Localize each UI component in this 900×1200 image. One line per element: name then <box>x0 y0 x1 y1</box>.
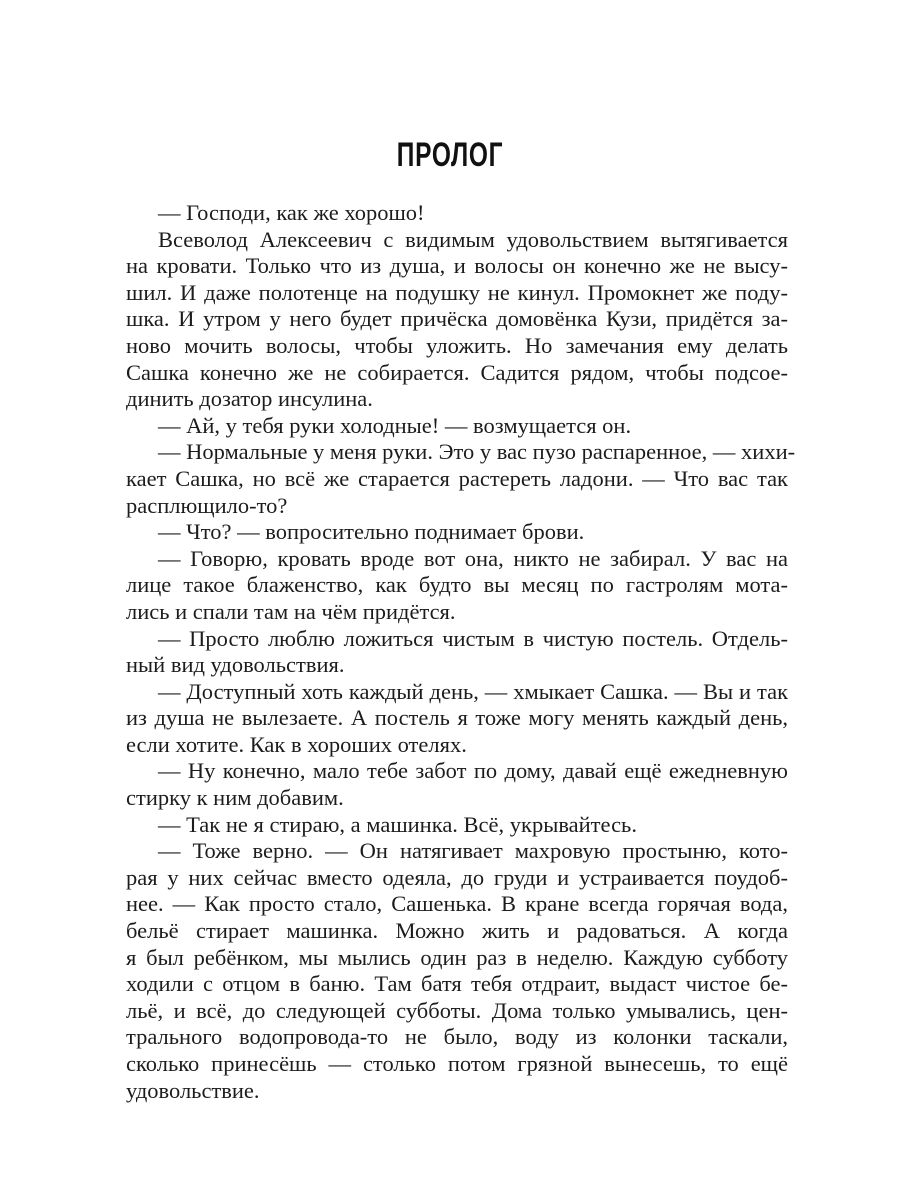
text-line: — Нормальные у меня руки. Это у вас пузо распаренное, — хихи- <box>158 439 796 465</box>
text-line: — Тоже верно. — Он натягивает махровую простыню, кото- <box>158 838 788 864</box>
chapter-title: ПРОЛОГ <box>396 136 504 174</box>
text-line: кает Сашка, но всё же старается растереть ладони. — Что вас так <box>126 465 788 491</box>
text-line: — Просто люблю ложиться чистым в чистую постель. Отдель- <box>158 625 788 651</box>
text-line: — Господи, как же хорошо! <box>158 200 425 225</box>
text-line: рая у них сейчас вместо одеяла, до груди и устраивается поудоб- <box>126 864 788 890</box>
text-line: шил. И даже полотенце на подушку не кинул. Промокнет же поду- <box>126 279 788 305</box>
text-line: ный вид удовольствия. <box>126 652 345 678</box>
text-line: нее. — Как просто стало, Сашенька. В кране всегда горячая вода, <box>126 891 788 917</box>
text-line: трального водопровода-то не было, воду из колонки таскали, <box>126 1024 788 1050</box>
text-line: — Ай, у тебя руки холодные! — возмущается он. <box>158 412 632 438</box>
text-line: — Что? — вопросительно поднимает брови. <box>158 519 585 545</box>
text-line: — Ну конечно, мало тебе забот по дому, давай ещё ежедневную <box>158 758 788 784</box>
text-line: льё, и всё, до следующей субботы. Дома только умывались, цен- <box>126 997 788 1023</box>
text-line: лись и спали там на чём придётся. <box>126 598 456 624</box>
text-line: — Доступный хоть каждый день, — хмыкает Сашка. — Вы и так <box>158 678 788 704</box>
text-line: лице такое блаженство, как будто вы месяц по гастролям мота- <box>126 572 788 598</box>
text-line: на кровати. Только что из душа, и волосы он конечно же не высу- <box>126 253 788 279</box>
text-line: Сашка конечно же не собирается. Садится рядом, чтобы подсое- <box>126 359 788 385</box>
body-text <box>126 200 796 1104</box>
text-line: сколько принесёшь — столько потом грязной вынесешь, то ещё <box>126 1051 788 1076</box>
text-line: ново мочить волосы, чтобы уложить. Но замечания ему делать <box>126 332 788 358</box>
text-line: если хотите. Как в хороших отелях. <box>126 731 467 757</box>
text-line: Всеволод Алексеевич с видимым удовольствием вытягивается <box>158 226 788 252</box>
text-line: шка. И утром у него будет причёска домовёнка Кузи, придётся за- <box>126 306 788 332</box>
text-line: расплющило-то? <box>126 492 288 518</box>
text-line: динить дозатор инсулина. <box>126 386 373 412</box>
text-line: я был ребёнком, мы мылись один раз в неделю. Каждую субботу <box>126 944 788 970</box>
text-line: стирку к ним добавим. <box>126 785 344 811</box>
text-line: — Так не я стираю, а машинка. Всё, укрывайтесь. <box>158 811 637 837</box>
text-line: из душа не вылезаете. А постель я тоже могу менять каждый день, <box>126 705 788 731</box>
text-line: ходили с отцом в баню. Там батя тебя отдраит, выдаст чистое бе- <box>126 971 788 997</box>
text-line: бельё стирает машинка. Можно жить и радоваться. А когда <box>126 918 788 944</box>
text-line: удовольствие. <box>126 1077 260 1103</box>
text-line: — Говорю, кровать вроде вот она, никто не забирал. У вас на <box>158 545 788 571</box>
